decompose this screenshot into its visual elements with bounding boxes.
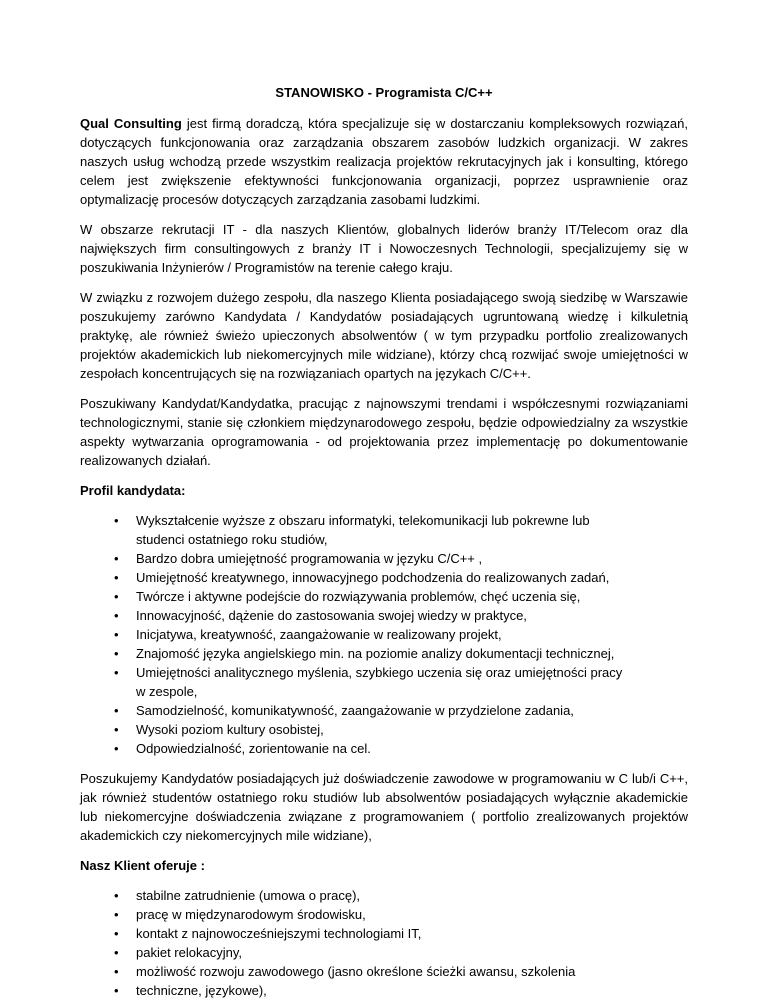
paragraph-team-growth: W związku z rozwojem dużego zespołu, dla naszego Klienta posiadającego swoją siedzibę w Warszawie poszukujemy zarówno Kandydata / Kandydatów posiadających ugruntowaną wiedzę i kilkuletnią praktykę, ale również świeżo upieczonych absolwentów ( w tym przypadku portfolio zrealizowanych projektów akademickich lub niekomercyjnych mile widziane), którzy chcą rozwijać swoje umiejętności w zespołach koncentrujących się na rozwiązaniach opartych na językach C/C++. [80, 290, 688, 381]
list-item: • Innowacyjność, dążenie do zastosowania swojej wiedzy w praktyce, [136, 606, 688, 625]
paragraph-it-recruitment: W obszarze rekrutacji IT - dla naszych Klientów, globalnych liderów branży IT/Telecom oraz dla największych firm consultingowych z branży IT i Nowoczesnych Technologii, specjalizujemy się w poszukiwania Inżynierów / Programistów na terenie całego kraju. [80, 222, 688, 275]
list-item: • kontakt z najnowocześniejszymi technologiami IT, [136, 924, 688, 943]
list-item: • Twórcze i aktywne podejście do rozwiązywania problemów, chęć uczenia się, [136, 587, 688, 606]
list-item: • Samodzielność, komunikatywność, zaangażowanie w przydzielone zadania, [136, 701, 688, 720]
profile-heading: Profil kandydata: [80, 483, 186, 498]
list-item: • Znajomość języka angielskiego min. na poziomie analizy dokumentacji technicznej, [136, 644, 688, 663]
profile-list [80, 511, 688, 758]
intro-paragraph [80, 114, 688, 209]
list-item: • pracę w międzynarodowym środowisku, [136, 905, 688, 924]
intro-text: jest firmą doradczą, która specjalizuje się w dostarczaniu kompleksowych rozwiązań, dotyczących funkcjonowania oraz zarządzania obszarem zasobów ludzkich organizacji. W zakres naszych usług wchodzą przede wszystkim realizacja projektów rekrutacyjnych jak i konsulting, którego celem jest zwiększenie efektywności funkcjonowania organizacji, poprzez usprawnienie oraz optymalizację procesów dotyczących zarządzania zasobami ludzkimi. [80, 116, 688, 207]
list-item: • Odpowiedzialność, zorientowanie na cel. [136, 739, 688, 758]
offer-list [80, 886, 688, 1000]
offer-heading: Nasz Klient oferuje : [80, 858, 205, 873]
list-item: • pakiet relokacyjny, [136, 943, 688, 962]
paragraph-experience: Poszukujemy Kandydatów posiadających już doświadczenie zawodowe w programowaniu w C lub/i C++, jak również studentów ostatniego roku studiów lub absolwentów posiadających wyłącznie akademickie lub niekomercyjne doświadczenia związane z programowaniem ( portfolio zrealizowanych projektów akademickich czy niekomercyjnych mile widziane), [80, 771, 688, 843]
list-item: • Inicjatywa, kreatywność, zaangażowanie w realizowany projekt, [136, 625, 688, 644]
list-item: • możliwość rozwoju zawodowego (jasno określone ścieżki awansu, szkolenia [136, 962, 688, 981]
list-item: • Umiejętności analitycznego myślenia, szybkiego uczenia się oraz umiejętności pracy w zespole, [136, 663, 688, 701]
page-title: STANOWISKO - Programista C/C++ [275, 85, 493, 100]
list-item: • techniczne, językowe), [136, 981, 688, 1000]
list-item: • Umiejętność kreatywnego, innowacyjnego podchodzenia do realizowanych zadań, [136, 568, 688, 587]
list-item: • stabilne zatrudnienie (umowa o pracę), [136, 886, 688, 905]
list-item: • Wysoki poziom kultury osobistej, [136, 720, 688, 739]
list-item: • Wykształcenie wyższe z obszaru informatyki, telekomunikacji lub pokrewne lub studenci ostatniego roku studiów, [136, 511, 688, 549]
list-item: • Bardzo dobra umiejętność programowania w języku C/C++ , [136, 549, 688, 568]
company-name: Qual Consulting [80, 116, 182, 131]
paragraph-candidate-role: Poszukiwany Kandydat/Kandydatka, pracując z najnowszymi trendami i współczesnymi rozwiązaniami technologicznymi, stanie się członkiem międzynarodowego zespołu, będzie odpowiedzialny za wszystkie aspekty wytwarzania oprogramowania - od projektowania przez implementację po dokumentowanie realizowanych działań. [80, 396, 688, 468]
